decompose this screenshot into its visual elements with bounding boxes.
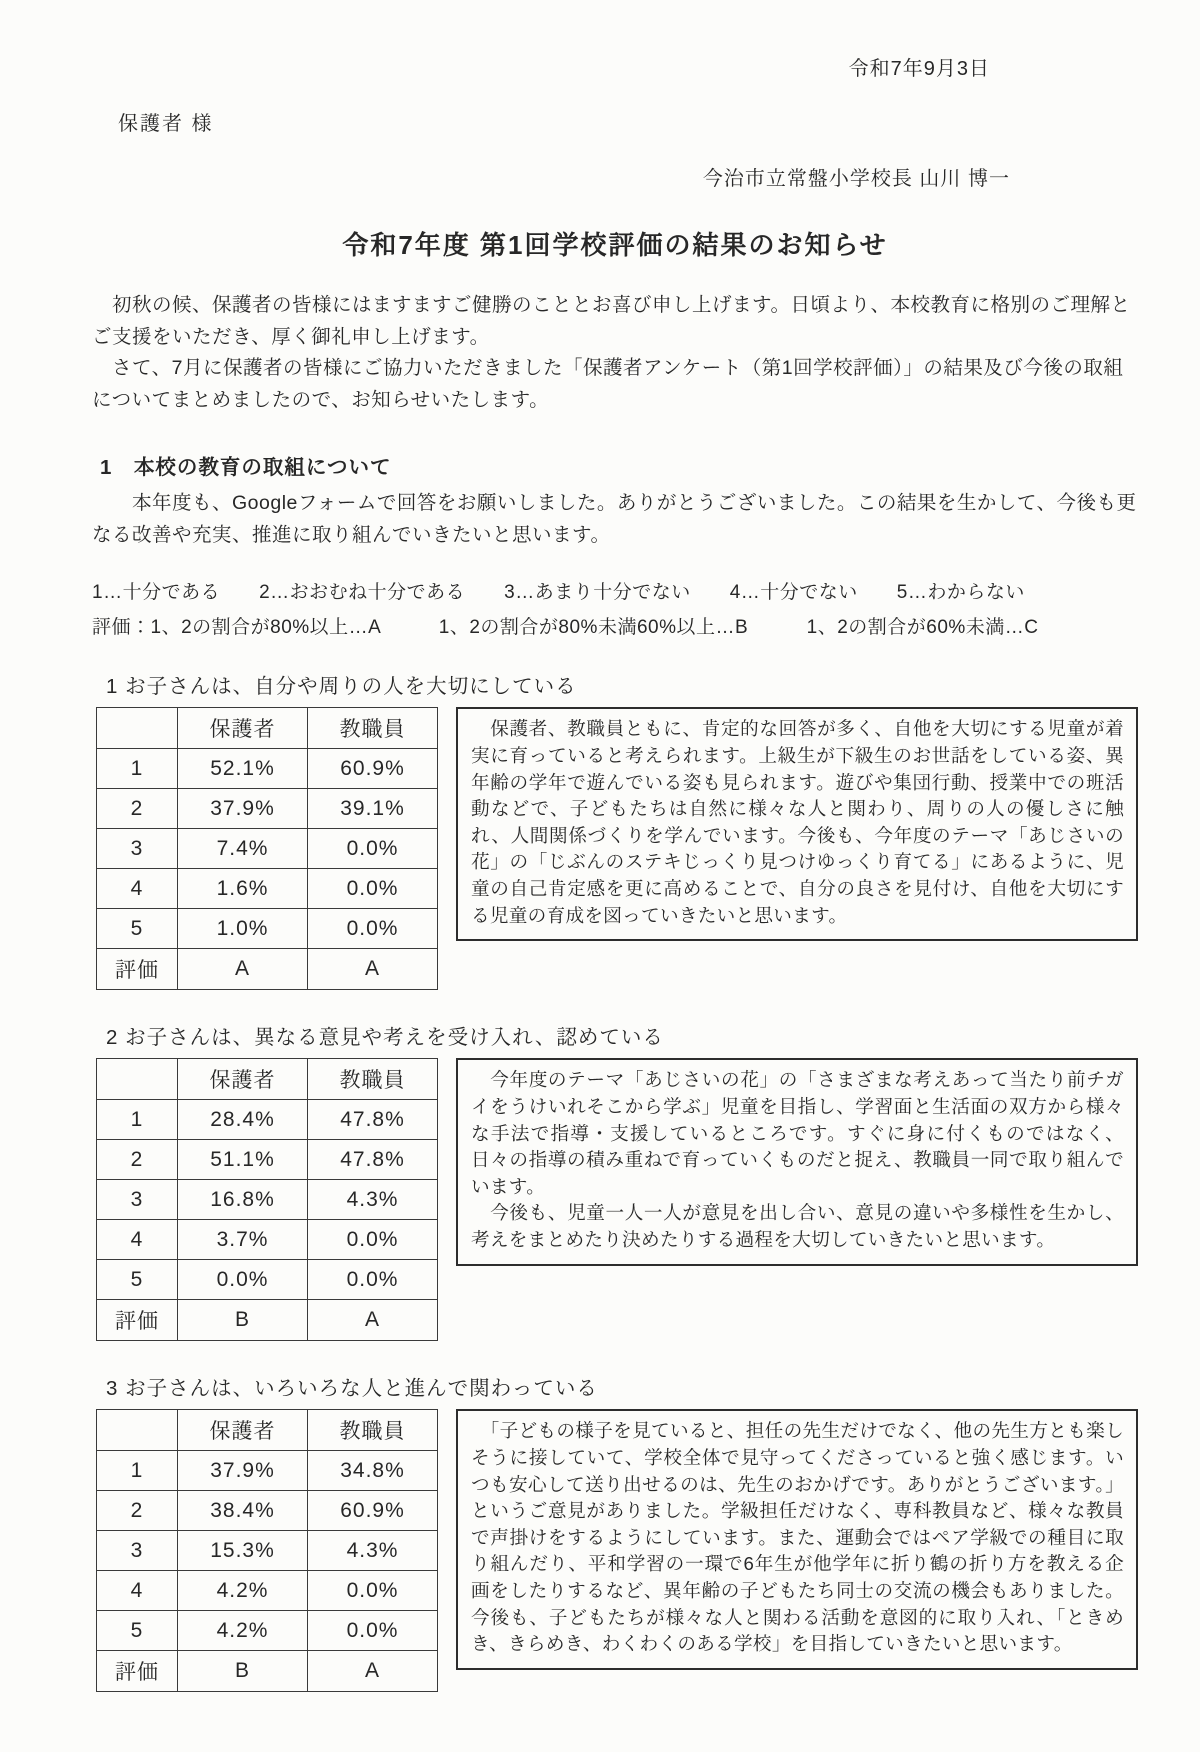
comment-box bbox=[456, 1409, 1138, 1669]
addressee: 保護者 様 bbox=[118, 113, 214, 135]
intro-paragraph-1: 初秋の候、保護者の皆様にはますますご健勝のこととお喜び申し上げます。日頃より、本校教育に格別のご理解とご支援をいただき、厚く御礼申し上げます。 bbox=[92, 294, 1131, 348]
table-cell: 47.8% bbox=[308, 1100, 438, 1140]
table-cell: 0.0% bbox=[178, 1260, 308, 1300]
question-heading: 3 お子さんは、いろいろな人と進んで関わっている bbox=[106, 1377, 598, 1401]
table-row bbox=[97, 1300, 438, 1341]
section-paragraph: 本年度も、Googleフォームで回答をお願いしました。ありがとうございました。この結果を生かして、今後も更なる改善や充実、推進に取り組んでいきたいと思います。 bbox=[92, 492, 1137, 546]
table-cell: 1.0% bbox=[178, 909, 308, 949]
table-cell: 1.6% bbox=[178, 869, 308, 909]
table-row bbox=[97, 1611, 438, 1651]
rating-scale-block bbox=[92, 577, 1138, 639]
table-cell: 4.2% bbox=[178, 1611, 308, 1651]
table-row bbox=[97, 869, 438, 909]
table-cell: 60.9% bbox=[308, 749, 438, 789]
table-cell: 7.4% bbox=[178, 829, 308, 869]
row-label: 4 bbox=[97, 1571, 178, 1611]
table-cell: A bbox=[308, 949, 438, 990]
row-label: 3 bbox=[97, 1531, 178, 1571]
row-label: 5 bbox=[97, 1260, 178, 1300]
row-label: 評価 bbox=[97, 1651, 178, 1692]
table-header-cell bbox=[97, 1410, 178, 1451]
results-table bbox=[96, 707, 438, 990]
table-header-cell: 保護者 bbox=[178, 1059, 308, 1100]
table-cell: 34.8% bbox=[308, 1451, 438, 1491]
table-cell: B bbox=[178, 1651, 308, 1692]
table-cell: A bbox=[308, 1651, 438, 1692]
table-row bbox=[97, 1140, 438, 1180]
table-cell: 0.0% bbox=[308, 1260, 438, 1300]
table-cell: 0.0% bbox=[308, 1220, 438, 1260]
intro-paragraph-2: さて、7月に保護者の皆様にご協力いただきました「保護者アンケート（第1回学校評価）」の結果及び今後の取組についてまとめましたので、お知らせいたします。 bbox=[92, 357, 1124, 411]
rating-criteria-line: 評価：1、2の割合が80%以上…A 1、2の割合が80%未満60%以上…B 1、2の割合が60%未満…C bbox=[92, 617, 1039, 639]
row-label: 1 bbox=[97, 749, 178, 789]
table-header-cell bbox=[97, 708, 178, 749]
table-cell: 51.1% bbox=[178, 1140, 308, 1180]
table-row bbox=[97, 1531, 438, 1571]
table-header-cell: 教職員 bbox=[308, 1410, 438, 1451]
row-label: 1 bbox=[97, 1100, 178, 1140]
table-cell: 3.7% bbox=[178, 1220, 308, 1260]
table-header-cell bbox=[97, 1059, 178, 1100]
table-row bbox=[97, 1180, 438, 1220]
question-section-1 bbox=[92, 669, 1138, 990]
table-row bbox=[97, 749, 438, 789]
table-header-cell: 保護者 bbox=[178, 708, 308, 749]
table-header-cell: 保護者 bbox=[178, 1410, 308, 1451]
row-label: 5 bbox=[97, 1611, 178, 1651]
table-row bbox=[97, 1100, 438, 1140]
row-label: 評価 bbox=[97, 949, 178, 990]
table-cell: 0.0% bbox=[308, 829, 438, 869]
table-cell: 39.1% bbox=[308, 789, 438, 829]
comment-box bbox=[456, 707, 1138, 941]
table-cell: 0.0% bbox=[308, 1611, 438, 1651]
row-label: 2 bbox=[97, 1491, 178, 1531]
table-cell: A bbox=[178, 949, 308, 990]
table-row bbox=[97, 789, 438, 829]
row-label: 1 bbox=[97, 1451, 178, 1491]
table-header-cell: 教職員 bbox=[308, 1059, 438, 1100]
row-label: 5 bbox=[97, 909, 178, 949]
comment-paragraph: 今年度のテーマ「あじさいの花」の「さまざまな考えあって当たり前チガイをうけいれそこから学ぶ」児童を目指し、学習面と生活面の双方から様々な手法で指導・支援しているところです。すぐに身に付くものではなく、日々の指導の積み重ねで育っていくものだと捉え、教職員一同で取り組んでいます。 bbox=[471, 1069, 1124, 1197]
table-row bbox=[97, 829, 438, 869]
table-row bbox=[97, 1451, 438, 1491]
comment-paragraph: 今後も、児童一人一人が意見を出し合い、意見の違いや多様性を生かし、考えをまとめたり決めたりする過程を大切していきたいと思います。 bbox=[471, 1202, 1124, 1250]
row-label: 評価 bbox=[97, 1300, 178, 1341]
question-heading: 2 お子さんは、異なる意見や考えを受け入れ、認めている bbox=[106, 1026, 664, 1050]
row-label: 3 bbox=[97, 829, 178, 869]
document-date: 令和7年9月3日 bbox=[848, 58, 990, 80]
table-cell: 60.9% bbox=[308, 1491, 438, 1531]
results-table bbox=[96, 1058, 438, 1341]
table-cell: 38.4% bbox=[178, 1491, 308, 1531]
table-cell: B bbox=[178, 1300, 308, 1341]
table-cell: 0.0% bbox=[308, 869, 438, 909]
row-label: 2 bbox=[97, 789, 178, 829]
table-cell: 52.1% bbox=[178, 749, 308, 789]
table-cell: 47.8% bbox=[308, 1140, 438, 1180]
comment-paragraph: 「子どもの様子を見ていると、担任の先生だけでなく、他の先生方とも楽しそうに接していて、学校全体で見守ってくださっていると強く感じます。いつも安心して送り出せるのは、先生のおかげです。ありがとうございます。」というご意見がありました。学級担任だけなく、専科教員など、様々な教員で声掛けをするようにしています。また、運動会ではペア学級での種目に取り組んだり、平和学習の一環で6年生が他学年に折り鶴の折り方を教える企画をしたりするなど、異年齢の子どもたち同士の交流の機会もありました。今後も、子どもたちが様々な人と関わる活動を意図的に取り入れ、「ときめき、きらめき、わくわくのある学校」を目指していきたいと思います。 bbox=[471, 1420, 1124, 1655]
table-cell: 4.2% bbox=[178, 1571, 308, 1611]
table-row bbox=[97, 1491, 438, 1531]
table-row bbox=[97, 1260, 438, 1300]
table-header-row bbox=[97, 1059, 438, 1100]
table-cell: 37.9% bbox=[178, 1451, 308, 1491]
table-header-cell: 教職員 bbox=[308, 708, 438, 749]
row-label: 3 bbox=[97, 1180, 178, 1220]
table-cell: 4.3% bbox=[308, 1531, 438, 1571]
table-row bbox=[97, 1651, 438, 1692]
table-cell: 16.8% bbox=[178, 1180, 308, 1220]
table-cell: 28.4% bbox=[178, 1100, 308, 1140]
comment-box bbox=[456, 1058, 1138, 1265]
table-row bbox=[97, 949, 438, 990]
sender-signature: 今治市立常盤小学校長 山川 博一 bbox=[702, 168, 1010, 190]
document-title: 令和7年度 第1回学校評価の結果のお知らせ bbox=[342, 230, 888, 260]
table-row bbox=[97, 1571, 438, 1611]
row-label: 4 bbox=[97, 1220, 178, 1260]
table-cell: 0.0% bbox=[308, 909, 438, 949]
row-label: 2 bbox=[97, 1140, 178, 1180]
table-row bbox=[97, 1220, 438, 1260]
table-cell: 37.9% bbox=[178, 789, 308, 829]
rating-scale-line: 1…十分である 2…おおむね十分である 3…あまり十分でない 4…十分でない 5…わからない bbox=[92, 582, 1025, 604]
table-header-row bbox=[97, 1410, 438, 1451]
question-section-2 bbox=[92, 1020, 1138, 1341]
table-header-row bbox=[97, 708, 438, 749]
comment-paragraph: 保護者、教職員ともに、肯定的な回答が多く、自他を大切にする児童が着実に育っていると考えられます。上級生が下級生のお世話をしている姿、異年齢の学年で遊んでいる姿も見られます。遊びや集団行動、授業中での班活動などで、子どもたちは自然に様々な人と関わり、周りの人の優しさに触れ、人間関係づくりを学んでいます。今後も、今年度のテーマ「あじさいの花」の「じぶんのステキじっくり見つけゆっくり育てる」にあるように、児童の自己肯定感を更に高めることで、自分の良さを見付け、自他を大切にする児童の育成を図っていきたいと思います。 bbox=[471, 718, 1124, 926]
results-table bbox=[96, 1409, 438, 1692]
question-section-3 bbox=[92, 1371, 1138, 1692]
table-row bbox=[97, 909, 438, 949]
section-heading: 1 本校の教育の取組について bbox=[100, 456, 392, 480]
table-cell: 4.3% bbox=[308, 1180, 438, 1220]
row-label: 4 bbox=[97, 869, 178, 909]
table-cell: 15.3% bbox=[178, 1531, 308, 1571]
table-cell: A bbox=[308, 1300, 438, 1341]
question-heading: 1 お子さんは、自分や周りの人を大切にしている bbox=[106, 675, 577, 699]
table-cell: 0.0% bbox=[308, 1571, 438, 1611]
